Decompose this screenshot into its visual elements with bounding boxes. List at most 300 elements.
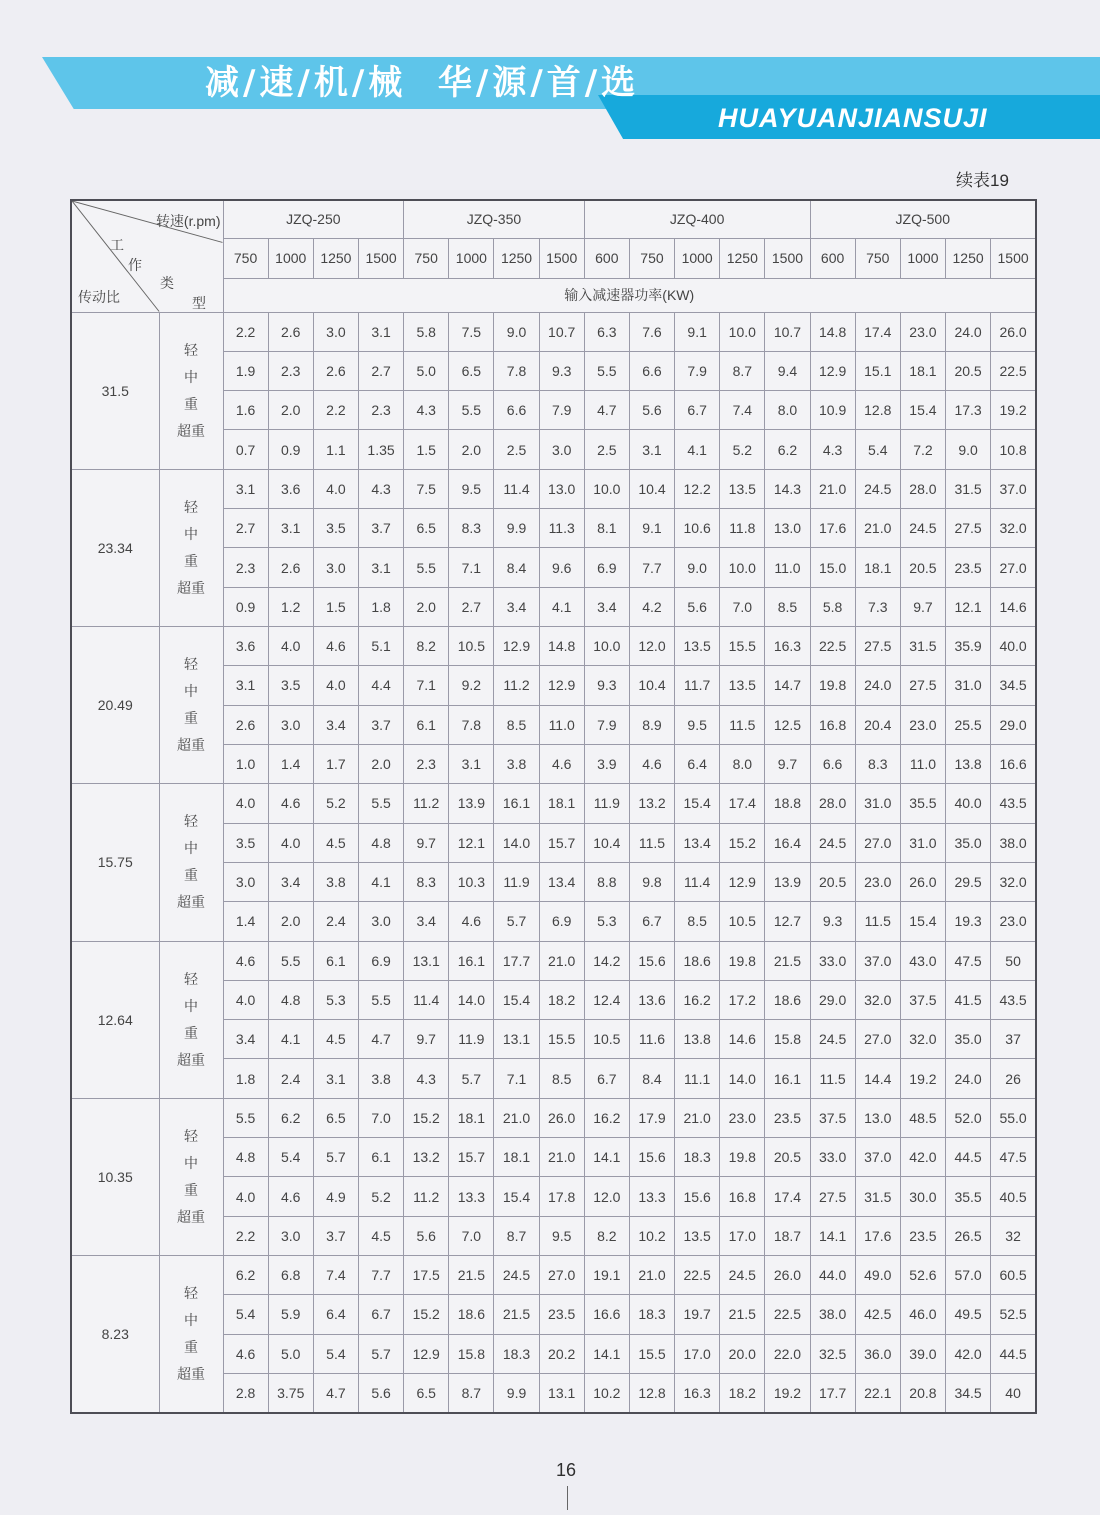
power-value-cell: 8.7 bbox=[449, 1373, 494, 1413]
power-value-cell: 21.5 bbox=[720, 1295, 765, 1334]
power-value-cell: 10.7 bbox=[765, 312, 810, 351]
power-value-cell: 17.6 bbox=[810, 509, 855, 548]
power-value-cell: 16.1 bbox=[494, 784, 539, 823]
power-value-cell: 32.0 bbox=[855, 980, 900, 1019]
power-value-cell: 12.9 bbox=[539, 666, 584, 705]
power-value-cell: 2.7 bbox=[223, 509, 268, 548]
work-type-label: 中 bbox=[184, 840, 198, 857]
power-value-cell: 3.6 bbox=[268, 469, 313, 508]
power-value-cell: 7.5 bbox=[449, 312, 494, 351]
speed-header-cell: 1500 bbox=[539, 238, 584, 278]
power-value-cell: 6.1 bbox=[404, 705, 449, 744]
power-value-cell: 29.0 bbox=[991, 705, 1036, 744]
power-value-cell: 4.6 bbox=[629, 744, 674, 783]
power-value-cell: 8.2 bbox=[404, 627, 449, 666]
power-value-cell: 7.7 bbox=[629, 548, 674, 587]
power-value-cell: 21.0 bbox=[539, 1138, 584, 1177]
power-value-cell: 17.8 bbox=[539, 1177, 584, 1216]
power-value-cell: 6.4 bbox=[675, 744, 720, 783]
power-value-cell: 1.6 bbox=[223, 391, 268, 430]
power-value-cell: 1.4 bbox=[223, 902, 268, 941]
work-type-label: 重 bbox=[184, 395, 198, 412]
power-value-cell: 23.5 bbox=[765, 1098, 810, 1137]
power-value-cell: 3.4 bbox=[268, 862, 313, 901]
power-value-cell: 12.5 bbox=[765, 705, 810, 744]
power-value-cell: 1.8 bbox=[358, 587, 403, 626]
power-value-cell: 7.3 bbox=[855, 587, 900, 626]
power-value-cell: 16.3 bbox=[765, 627, 810, 666]
power-value-cell: 10.0 bbox=[720, 548, 765, 587]
speed-header-cell: 1250 bbox=[720, 238, 765, 278]
power-value-cell: 60.5 bbox=[991, 1256, 1036, 1295]
power-value-cell: 10.8 bbox=[991, 430, 1036, 469]
power-value-cell: 8.5 bbox=[765, 587, 810, 626]
power-value-cell: 2.7 bbox=[358, 351, 403, 390]
power-value-cell: 12.9 bbox=[404, 1334, 449, 1373]
power-value-cell: 17.7 bbox=[494, 941, 539, 980]
power-value-cell: 2.3 bbox=[404, 744, 449, 783]
power-value-cell: 26 bbox=[991, 1059, 1036, 1098]
power-value-cell: 27.5 bbox=[900, 666, 945, 705]
table-row bbox=[71, 312, 1036, 351]
power-value-cell: 3.0 bbox=[313, 312, 358, 351]
power-value-cell: 2.3 bbox=[268, 351, 313, 390]
power-value-cell: 8.0 bbox=[720, 744, 765, 783]
power-value-cell: 6.8 bbox=[268, 1256, 313, 1295]
banner-subtitle: HUAYUANJIANSUJI bbox=[718, 103, 988, 133]
power-value-cell: 42.0 bbox=[900, 1138, 945, 1177]
power-value-cell: 6.4 bbox=[313, 1295, 358, 1334]
power-value-cell: 50 bbox=[991, 941, 1036, 980]
power-value-cell: 3.1 bbox=[629, 430, 674, 469]
power-value-cell: 9.3 bbox=[810, 902, 855, 941]
power-value-cell: 8.2 bbox=[584, 1216, 629, 1255]
power-value-cell: 15.4 bbox=[494, 980, 539, 1019]
power-value-cell: 27.0 bbox=[539, 1256, 584, 1295]
power-value-cell: 21.0 bbox=[539, 941, 584, 980]
power-value-cell: 7.5 bbox=[404, 469, 449, 508]
power-value-cell: 4.0 bbox=[223, 980, 268, 1019]
power-value-cell: 7.4 bbox=[720, 391, 765, 430]
power-value-cell: 15.4 bbox=[900, 902, 945, 941]
power-value-cell: 19.8 bbox=[720, 941, 765, 980]
power-value-cell: 20.0 bbox=[720, 1334, 765, 1373]
table-row bbox=[71, 1256, 1036, 1295]
power-value-cell: 24.0 bbox=[946, 1059, 991, 1098]
power-value-cell: 9.3 bbox=[584, 666, 629, 705]
work-type-char-3: 类 bbox=[160, 275, 174, 291]
work-type-label: 重 bbox=[184, 1024, 198, 1041]
power-value-cell: 41.5 bbox=[946, 980, 991, 1019]
work-type-label: 重 bbox=[184, 867, 198, 884]
power-value-cell: 10.4 bbox=[629, 469, 674, 508]
power-value-cell: 16.6 bbox=[584, 1295, 629, 1334]
model-header-jzq-250: JZQ-250 bbox=[223, 200, 404, 238]
power-value-cell: 14.4 bbox=[855, 1059, 900, 1098]
power-value-cell: 52.6 bbox=[900, 1256, 945, 1295]
power-value-cell: 18.6 bbox=[449, 1295, 494, 1334]
power-value-cell: 5.0 bbox=[268, 1334, 313, 1373]
power-value-cell: 15.6 bbox=[629, 1138, 674, 1177]
power-value-cell: 14.1 bbox=[810, 1216, 855, 1255]
power-value-cell: 10.0 bbox=[584, 627, 629, 666]
work-type-cell bbox=[159, 941, 223, 1098]
work-type-label: 轻 bbox=[184, 970, 198, 987]
power-value-cell: 5.3 bbox=[584, 902, 629, 941]
power-value-cell: 1.35 bbox=[358, 430, 403, 469]
power-value-cell: 7.8 bbox=[494, 351, 539, 390]
work-type-label: 中 bbox=[184, 1312, 198, 1328]
power-value-cell: 1.1 bbox=[313, 430, 358, 469]
power-value-cell: 3.4 bbox=[494, 587, 539, 626]
work-type-cell bbox=[159, 784, 223, 941]
power-value-cell: 6.5 bbox=[449, 351, 494, 390]
power-value-cell: 13.2 bbox=[629, 784, 674, 823]
power-value-cell: 4.6 bbox=[539, 744, 584, 783]
power-value-cell: 5.5 bbox=[449, 391, 494, 430]
power-value-cell: 8.5 bbox=[494, 705, 539, 744]
power-value-cell: 14.1 bbox=[584, 1334, 629, 1373]
power-value-cell: 49.5 bbox=[946, 1295, 991, 1334]
power-value-cell: 15.4 bbox=[675, 784, 720, 823]
power-value-cell: 5.7 bbox=[358, 1334, 403, 1373]
power-value-cell: 13.5 bbox=[720, 469, 765, 508]
power-value-cell: 16.2 bbox=[584, 1098, 629, 1137]
power-value-cell: 12.8 bbox=[855, 391, 900, 430]
power-value-cell: 32.0 bbox=[991, 509, 1036, 548]
power-value-cell: 21.0 bbox=[810, 469, 855, 508]
power-value-cell: 7.1 bbox=[404, 666, 449, 705]
power-value-cell: 4.6 bbox=[313, 627, 358, 666]
power-value-cell: 31.0 bbox=[855, 784, 900, 823]
power-value-cell: 10.9 bbox=[810, 391, 855, 430]
power-value-cell: 37.5 bbox=[810, 1098, 855, 1137]
power-value-cell: 13.6 bbox=[629, 980, 674, 1019]
work-type-char-2: 作 bbox=[128, 257, 142, 273]
power-value-cell: 16.3 bbox=[675, 1373, 720, 1413]
power-value-cell: 3.1 bbox=[358, 312, 403, 351]
power-value-cell: 7.9 bbox=[539, 391, 584, 430]
power-value-cell: 4.5 bbox=[358, 1216, 403, 1255]
power-value-cell: 6.2 bbox=[268, 1098, 313, 1137]
work-type-label: 中 bbox=[184, 683, 198, 700]
power-value-cell: 22.0 bbox=[765, 1334, 810, 1373]
power-value-cell: 7.0 bbox=[358, 1098, 403, 1137]
power-value-cell: 24.0 bbox=[855, 666, 900, 705]
power-value-cell: 4.1 bbox=[539, 587, 584, 626]
power-value-cell: 9.6 bbox=[539, 548, 584, 587]
power-value-cell: 9.5 bbox=[539, 1216, 584, 1255]
power-value-cell: 2.0 bbox=[268, 902, 313, 941]
power-value-cell: 19.7 bbox=[675, 1295, 720, 1334]
power-value-cell: 8.3 bbox=[855, 744, 900, 783]
power-value-cell: 0.9 bbox=[223, 587, 268, 626]
power-value-cell: 2.3 bbox=[358, 391, 403, 430]
power-value-cell: 19.2 bbox=[900, 1059, 945, 1098]
power-value-cell: 31.0 bbox=[946, 666, 991, 705]
power-value-cell: 6.3 bbox=[584, 312, 629, 351]
power-value-cell: 16.1 bbox=[765, 1059, 810, 1098]
power-value-cell: 7.0 bbox=[720, 587, 765, 626]
power-value-cell: 17.2 bbox=[720, 980, 765, 1019]
power-value-cell: 11.5 bbox=[629, 823, 674, 862]
power-value-cell: 4.5 bbox=[313, 823, 358, 862]
power-value-cell: 11.0 bbox=[765, 548, 810, 587]
power-value-cell: 2.5 bbox=[494, 430, 539, 469]
power-value-cell: 4.6 bbox=[223, 941, 268, 980]
power-value-cell: 29.0 bbox=[810, 980, 855, 1019]
power-value-cell: 3.7 bbox=[358, 705, 403, 744]
work-type-label: 重 bbox=[184, 552, 198, 569]
power-value-cell: 37 bbox=[991, 1020, 1036, 1059]
work-type-label: 超重 bbox=[177, 579, 205, 596]
power-value-cell: 22.5 bbox=[765, 1295, 810, 1334]
power-value-cell: 15.6 bbox=[629, 941, 674, 980]
power-value-cell: 15.8 bbox=[765, 1020, 810, 1059]
power-value-cell: 2.3 bbox=[223, 548, 268, 587]
speed-header-cell: 600 bbox=[810, 238, 855, 278]
power-value-cell: 5.1 bbox=[358, 627, 403, 666]
power-value-cell: 10.5 bbox=[584, 1020, 629, 1059]
banner-title: 减/速/机/械 华/源/首/选 bbox=[205, 63, 640, 103]
power-value-cell: 8.8 bbox=[584, 862, 629, 901]
power-value-cell: 3.1 bbox=[223, 469, 268, 508]
work-type-label: 轻 bbox=[184, 1285, 198, 1301]
power-value-cell: 42.0 bbox=[946, 1334, 991, 1373]
page-number-tick bbox=[567, 1486, 568, 1510]
power-value-cell: 6.9 bbox=[539, 902, 584, 941]
power-value-cell: 3.4 bbox=[404, 902, 449, 941]
power-value-cell: 3.7 bbox=[358, 509, 403, 548]
power-value-cell: 1.0 bbox=[223, 744, 268, 783]
power-value-cell: 3.0 bbox=[223, 862, 268, 901]
power-value-cell: 26.0 bbox=[900, 862, 945, 901]
speed-header-cell: 1000 bbox=[675, 238, 720, 278]
power-value-cell: 9.0 bbox=[494, 312, 539, 351]
power-value-cell: 1.7 bbox=[313, 744, 358, 783]
table-row bbox=[71, 1098, 1036, 1137]
power-value-cell: 5.2 bbox=[358, 1177, 403, 1216]
power-value-cell: 2.2 bbox=[223, 1216, 268, 1255]
power-value-cell: 3.75 bbox=[268, 1373, 313, 1413]
power-value-cell: 9.7 bbox=[404, 823, 449, 862]
power-value-cell: 7.9 bbox=[584, 705, 629, 744]
power-value-cell: 40.5 bbox=[991, 1177, 1036, 1216]
power-value-cell: 12.0 bbox=[584, 1177, 629, 1216]
power-value-cell: 24.5 bbox=[810, 1020, 855, 1059]
power-value-cell: 3.0 bbox=[358, 902, 403, 941]
power-value-cell: 13.5 bbox=[675, 627, 720, 666]
power-value-cell: 4.3 bbox=[358, 469, 403, 508]
power-value-cell: 11.2 bbox=[404, 1177, 449, 1216]
power-value-cell: 35.0 bbox=[946, 1020, 991, 1059]
power-value-cell: 4.8 bbox=[223, 1138, 268, 1177]
power-value-cell: 2.8 bbox=[223, 1373, 268, 1413]
power-value-cell: 6.7 bbox=[358, 1295, 403, 1334]
power-value-cell: 34.5 bbox=[991, 666, 1036, 705]
power-value-cell: 12.1 bbox=[946, 587, 991, 626]
ratio-cell: 12.64 bbox=[71, 941, 159, 1098]
power-value-cell: 4.0 bbox=[268, 823, 313, 862]
power-value-cell: 5.0 bbox=[404, 351, 449, 390]
speed-header-cell: 600 bbox=[584, 238, 629, 278]
power-value-cell: 5.6 bbox=[675, 587, 720, 626]
power-value-cell: 5.5 bbox=[584, 351, 629, 390]
work-type-label: 超重 bbox=[177, 737, 205, 754]
power-value-cell: 23.0 bbox=[900, 705, 945, 744]
power-value-cell: 42.5 bbox=[855, 1295, 900, 1334]
power-value-cell: 4.3 bbox=[404, 1059, 449, 1098]
power-value-cell: 5.3 bbox=[313, 980, 358, 1019]
power-value-cell: 9.8 bbox=[629, 862, 674, 901]
power-value-cell: 11.5 bbox=[855, 902, 900, 941]
power-value-cell: 9.4 bbox=[765, 351, 810, 390]
power-value-cell: 5.7 bbox=[313, 1138, 358, 1177]
power-value-cell: 3.1 bbox=[223, 666, 268, 705]
power-value-cell: 5.4 bbox=[268, 1138, 313, 1177]
power-value-cell: 22.5 bbox=[991, 351, 1036, 390]
power-value-cell: 23.5 bbox=[946, 548, 991, 587]
power-value-cell: 5.6 bbox=[358, 1373, 403, 1413]
power-value-cell: 10.3 bbox=[449, 862, 494, 901]
header-corner-cell bbox=[71, 200, 223, 312]
power-value-cell: 39.0 bbox=[900, 1334, 945, 1373]
power-value-cell: 5.6 bbox=[629, 391, 674, 430]
power-value-cell: 16.8 bbox=[810, 705, 855, 744]
power-value-cell: 2.4 bbox=[313, 902, 358, 941]
power-value-cell: 15.6 bbox=[675, 1177, 720, 1216]
power-value-cell: 13.0 bbox=[539, 469, 584, 508]
work-type-label: 超重 bbox=[177, 894, 205, 911]
power-value-cell: 18.2 bbox=[720, 1373, 765, 1413]
power-value-cell: 35.5 bbox=[946, 1177, 991, 1216]
speed-header-cell: 1000 bbox=[900, 238, 945, 278]
power-value-cell: 26.0 bbox=[991, 312, 1036, 351]
power-value-cell: 2.0 bbox=[268, 391, 313, 430]
power-value-cell: 1.9 bbox=[223, 351, 268, 390]
power-value-cell: 19.3 bbox=[946, 902, 991, 941]
power-value-cell: 5.4 bbox=[313, 1334, 358, 1373]
power-value-cell: 22.5 bbox=[675, 1256, 720, 1295]
power-value-cell: 24.5 bbox=[494, 1256, 539, 1295]
power-value-cell: 24.5 bbox=[810, 823, 855, 862]
power-value-cell: 9.9 bbox=[494, 1373, 539, 1413]
power-value-cell: 12.2 bbox=[675, 469, 720, 508]
model-header-jzq-500: JZQ-500 bbox=[810, 200, 1036, 238]
power-value-cell: 13.0 bbox=[765, 509, 810, 548]
power-value-cell: 5.8 bbox=[810, 587, 855, 626]
table-row bbox=[71, 784, 1036, 823]
power-value-cell: 23.0 bbox=[855, 862, 900, 901]
power-value-cell: 17.4 bbox=[765, 1177, 810, 1216]
power-value-cell: 11.5 bbox=[720, 705, 765, 744]
power-value-cell: 1.8 bbox=[223, 1059, 268, 1098]
power-value-cell: 16.4 bbox=[765, 823, 810, 862]
power-value-cell: 43.5 bbox=[991, 784, 1036, 823]
power-value-cell: 5.5 bbox=[268, 941, 313, 980]
power-value-cell: 18.6 bbox=[765, 980, 810, 1019]
power-value-cell: 2.4 bbox=[268, 1059, 313, 1098]
power-value-cell: 35.0 bbox=[946, 823, 991, 862]
power-value-cell: 25.5 bbox=[946, 705, 991, 744]
power-value-cell: 14.3 bbox=[765, 469, 810, 508]
power-value-cell: 13.5 bbox=[675, 1216, 720, 1255]
power-value-cell: 7.6 bbox=[629, 312, 674, 351]
power-value-cell: 6.1 bbox=[358, 1138, 403, 1177]
power-value-cell: 7.1 bbox=[494, 1059, 539, 1098]
power-value-cell: 4.0 bbox=[313, 666, 358, 705]
power-value-cell: 10.0 bbox=[584, 469, 629, 508]
power-value-cell: 20.5 bbox=[946, 351, 991, 390]
power-value-cell: 40.0 bbox=[991, 627, 1036, 666]
power-value-cell: 24.5 bbox=[855, 469, 900, 508]
power-value-cell: 18.8 bbox=[765, 784, 810, 823]
power-value-cell: 12.7 bbox=[765, 902, 810, 941]
power-value-cell: 6.5 bbox=[313, 1098, 358, 1137]
power-value-cell: 3.5 bbox=[223, 823, 268, 862]
power-value-cell: 4.2 bbox=[629, 587, 674, 626]
power-value-cell: 4.6 bbox=[449, 902, 494, 941]
speed-header-cell: 1500 bbox=[991, 238, 1036, 278]
power-value-cell: 33.0 bbox=[810, 1138, 855, 1177]
power-value-cell: 15.4 bbox=[494, 1177, 539, 1216]
model-header-jzq-400: JZQ-400 bbox=[584, 200, 810, 238]
power-value-cell: 11.4 bbox=[494, 469, 539, 508]
power-value-cell: 13.1 bbox=[494, 1020, 539, 1059]
power-value-cell: 13.4 bbox=[675, 823, 720, 862]
power-value-cell: 4.7 bbox=[584, 391, 629, 430]
power-value-cell: 9.1 bbox=[675, 312, 720, 351]
page-number: 16 bbox=[556, 1460, 577, 1480]
power-value-cell: 9.2 bbox=[449, 666, 494, 705]
power-value-cell: 14.0 bbox=[720, 1059, 765, 1098]
power-value-cell: 3.1 bbox=[449, 744, 494, 783]
power-value-cell: 11.9 bbox=[494, 862, 539, 901]
power-value-cell: 4.6 bbox=[223, 1334, 268, 1373]
power-value-cell: 27.0 bbox=[991, 548, 1036, 587]
power-value-cell: 2.0 bbox=[449, 430, 494, 469]
power-value-cell: 1.5 bbox=[313, 587, 358, 626]
power-value-cell: 4.1 bbox=[358, 862, 403, 901]
power-value-cell: 20.5 bbox=[765, 1138, 810, 1177]
ratio-label: 传动比 bbox=[78, 289, 120, 305]
power-value-cell: 5.4 bbox=[223, 1295, 268, 1334]
power-value-cell: 18.1 bbox=[855, 548, 900, 587]
power-value-cell: 6.6 bbox=[810, 744, 855, 783]
power-value-cell: 8.7 bbox=[494, 1216, 539, 1255]
power-value-cell: 0.9 bbox=[268, 430, 313, 469]
work-type-label: 超重 bbox=[177, 1051, 205, 1068]
speed-header-cell: 1000 bbox=[268, 238, 313, 278]
ratio-cell: 10.35 bbox=[71, 1098, 159, 1255]
work-type-cell bbox=[159, 1098, 223, 1255]
ratio-cell: 15.75 bbox=[71, 784, 159, 941]
power-value-cell: 17.0 bbox=[720, 1216, 765, 1255]
power-value-cell: 15.2 bbox=[404, 1098, 449, 1137]
power-value-cell: 13.1 bbox=[404, 941, 449, 980]
power-value-cell: 15.5 bbox=[629, 1334, 674, 1373]
power-value-cell: 12.4 bbox=[584, 980, 629, 1019]
power-value-cell: 23.0 bbox=[991, 902, 1036, 941]
power-value-cell: 48.5 bbox=[900, 1098, 945, 1137]
power-value-cell: 17.7 bbox=[810, 1373, 855, 1413]
power-value-cell: 6.7 bbox=[675, 391, 720, 430]
power-value-cell: 11.4 bbox=[404, 980, 449, 1019]
power-value-cell: 4.8 bbox=[268, 980, 313, 1019]
power-value-cell: 38.0 bbox=[810, 1295, 855, 1334]
power-value-cell: 15.7 bbox=[449, 1138, 494, 1177]
power-value-cell: 14.8 bbox=[810, 312, 855, 351]
